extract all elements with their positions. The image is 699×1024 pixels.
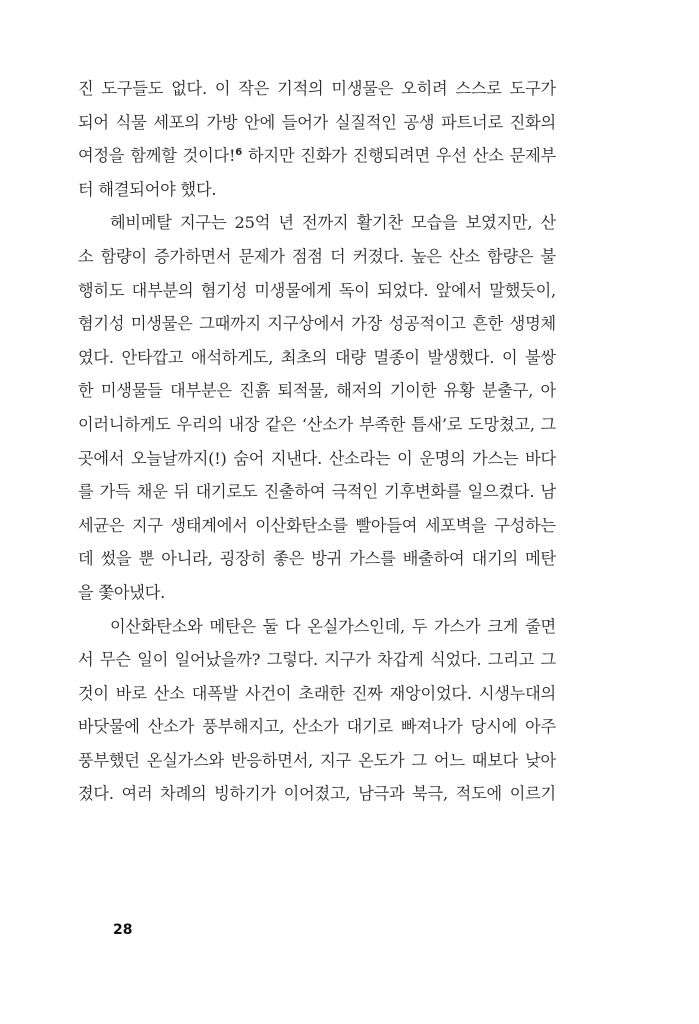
paragraph-first-line: 이산화탄소와 메탄은 둘 다 온실가스인데, 두 가스가 크게 줄면 <box>110 616 556 636</box>
text-line: 을 쫓아냈다. <box>78 582 166 602</box>
text-line: 진 도구들도 없다. 이 작은 기적의 미생물은 오히려 스스로 도구가 <box>78 79 556 98</box>
text-line: 되어 식물 세포의 가방 안에 들어가 실질적인 공생 파트너로 진화의 <box>78 112 556 132</box>
text-line: 바닷물에 산소가 풍부해지고, 산소가 대기로 빠져나가 당시에 아주 <box>78 717 556 737</box>
text-line: 소 함량이 증가하면서 문제가 점점 더 커졌다. 높은 산소 함량은 불 <box>78 246 556 266</box>
text-line: 데 썼을 뿐 아니라, 굉장히 좋은 방귀 가스를 배출하여 대기의 메탄 <box>78 549 556 569</box>
text-line: 터 해결되어야 했다. <box>78 179 217 199</box>
paragraph-first-line: 헤비메탈 지구는 25억 년 전까지 활기찬 모습을 보였지만, 산 <box>110 213 556 233</box>
text-line: 를 가득 채운 뒤 대기로도 진출하여 극적인 기후변화를 일으켰다. 남 <box>78 482 556 502</box>
text-line: 행히도 대부분의 혐기성 미생물에게 독이 되었다. 앞에서 말했듯이, <box>78 280 556 300</box>
text-line: 풍부했던 온실가스와 반응하면서, 지구 온도가 그 어느 때보다 낮아 <box>78 750 556 770</box>
text-line: 이러니하게도 우리의 내장 같은 ‘산소가 부족한 틈새’로 도망쳤고, 그 <box>78 414 556 434</box>
text-segment: 하지만 진화가 진행되려면 우선 산소 문제부 <box>242 146 556 166</box>
text-line: 것이 바로 산소 대폭발 사건이 초래한 진짜 재앙이었다. 시생누대의 <box>78 683 556 703</box>
text-line: 한 미생물들 대부분은 진흙 퇴적물, 해저의 기이한 유황 분출구, 아 <box>78 381 556 401</box>
text-line <box>78 139 556 173</box>
text-line: 혐기성 미생물은 그때까지 지구상에서 가장 성공적이고 흔한 생명체 <box>78 314 556 334</box>
text-segment: 여정을 함께할 것이다! <box>78 146 236 166</box>
text-line: 곳에서 오늘날까지(!) 숨어 지낸다. 산소라는 이 운명의 가스는 바다 <box>78 448 556 468</box>
page-number: 28 <box>113 922 133 938</box>
text-line: 였다. 안타깝고 애석하게도, 최초의 대량 멸종이 발생했다. 이 불쌍 <box>78 347 556 367</box>
text-line: 세균은 지구 생태계에서 이산화탄소를 빨아들여 세포벽을 구성하는 <box>78 515 556 535</box>
footnote-marker[interactable]: 6 <box>235 147 243 159</box>
text-line: 졌다. 여러 차례의 빙하기가 이어졌고, 남극과 북극, 적도에 이르기 <box>78 784 556 804</box>
text-line: 서 무슨 일이 일어났을까? 그렇다. 지구가 차갑게 식었다. 그리고 그 <box>78 650 556 670</box>
body-text <box>78 72 556 811</box>
